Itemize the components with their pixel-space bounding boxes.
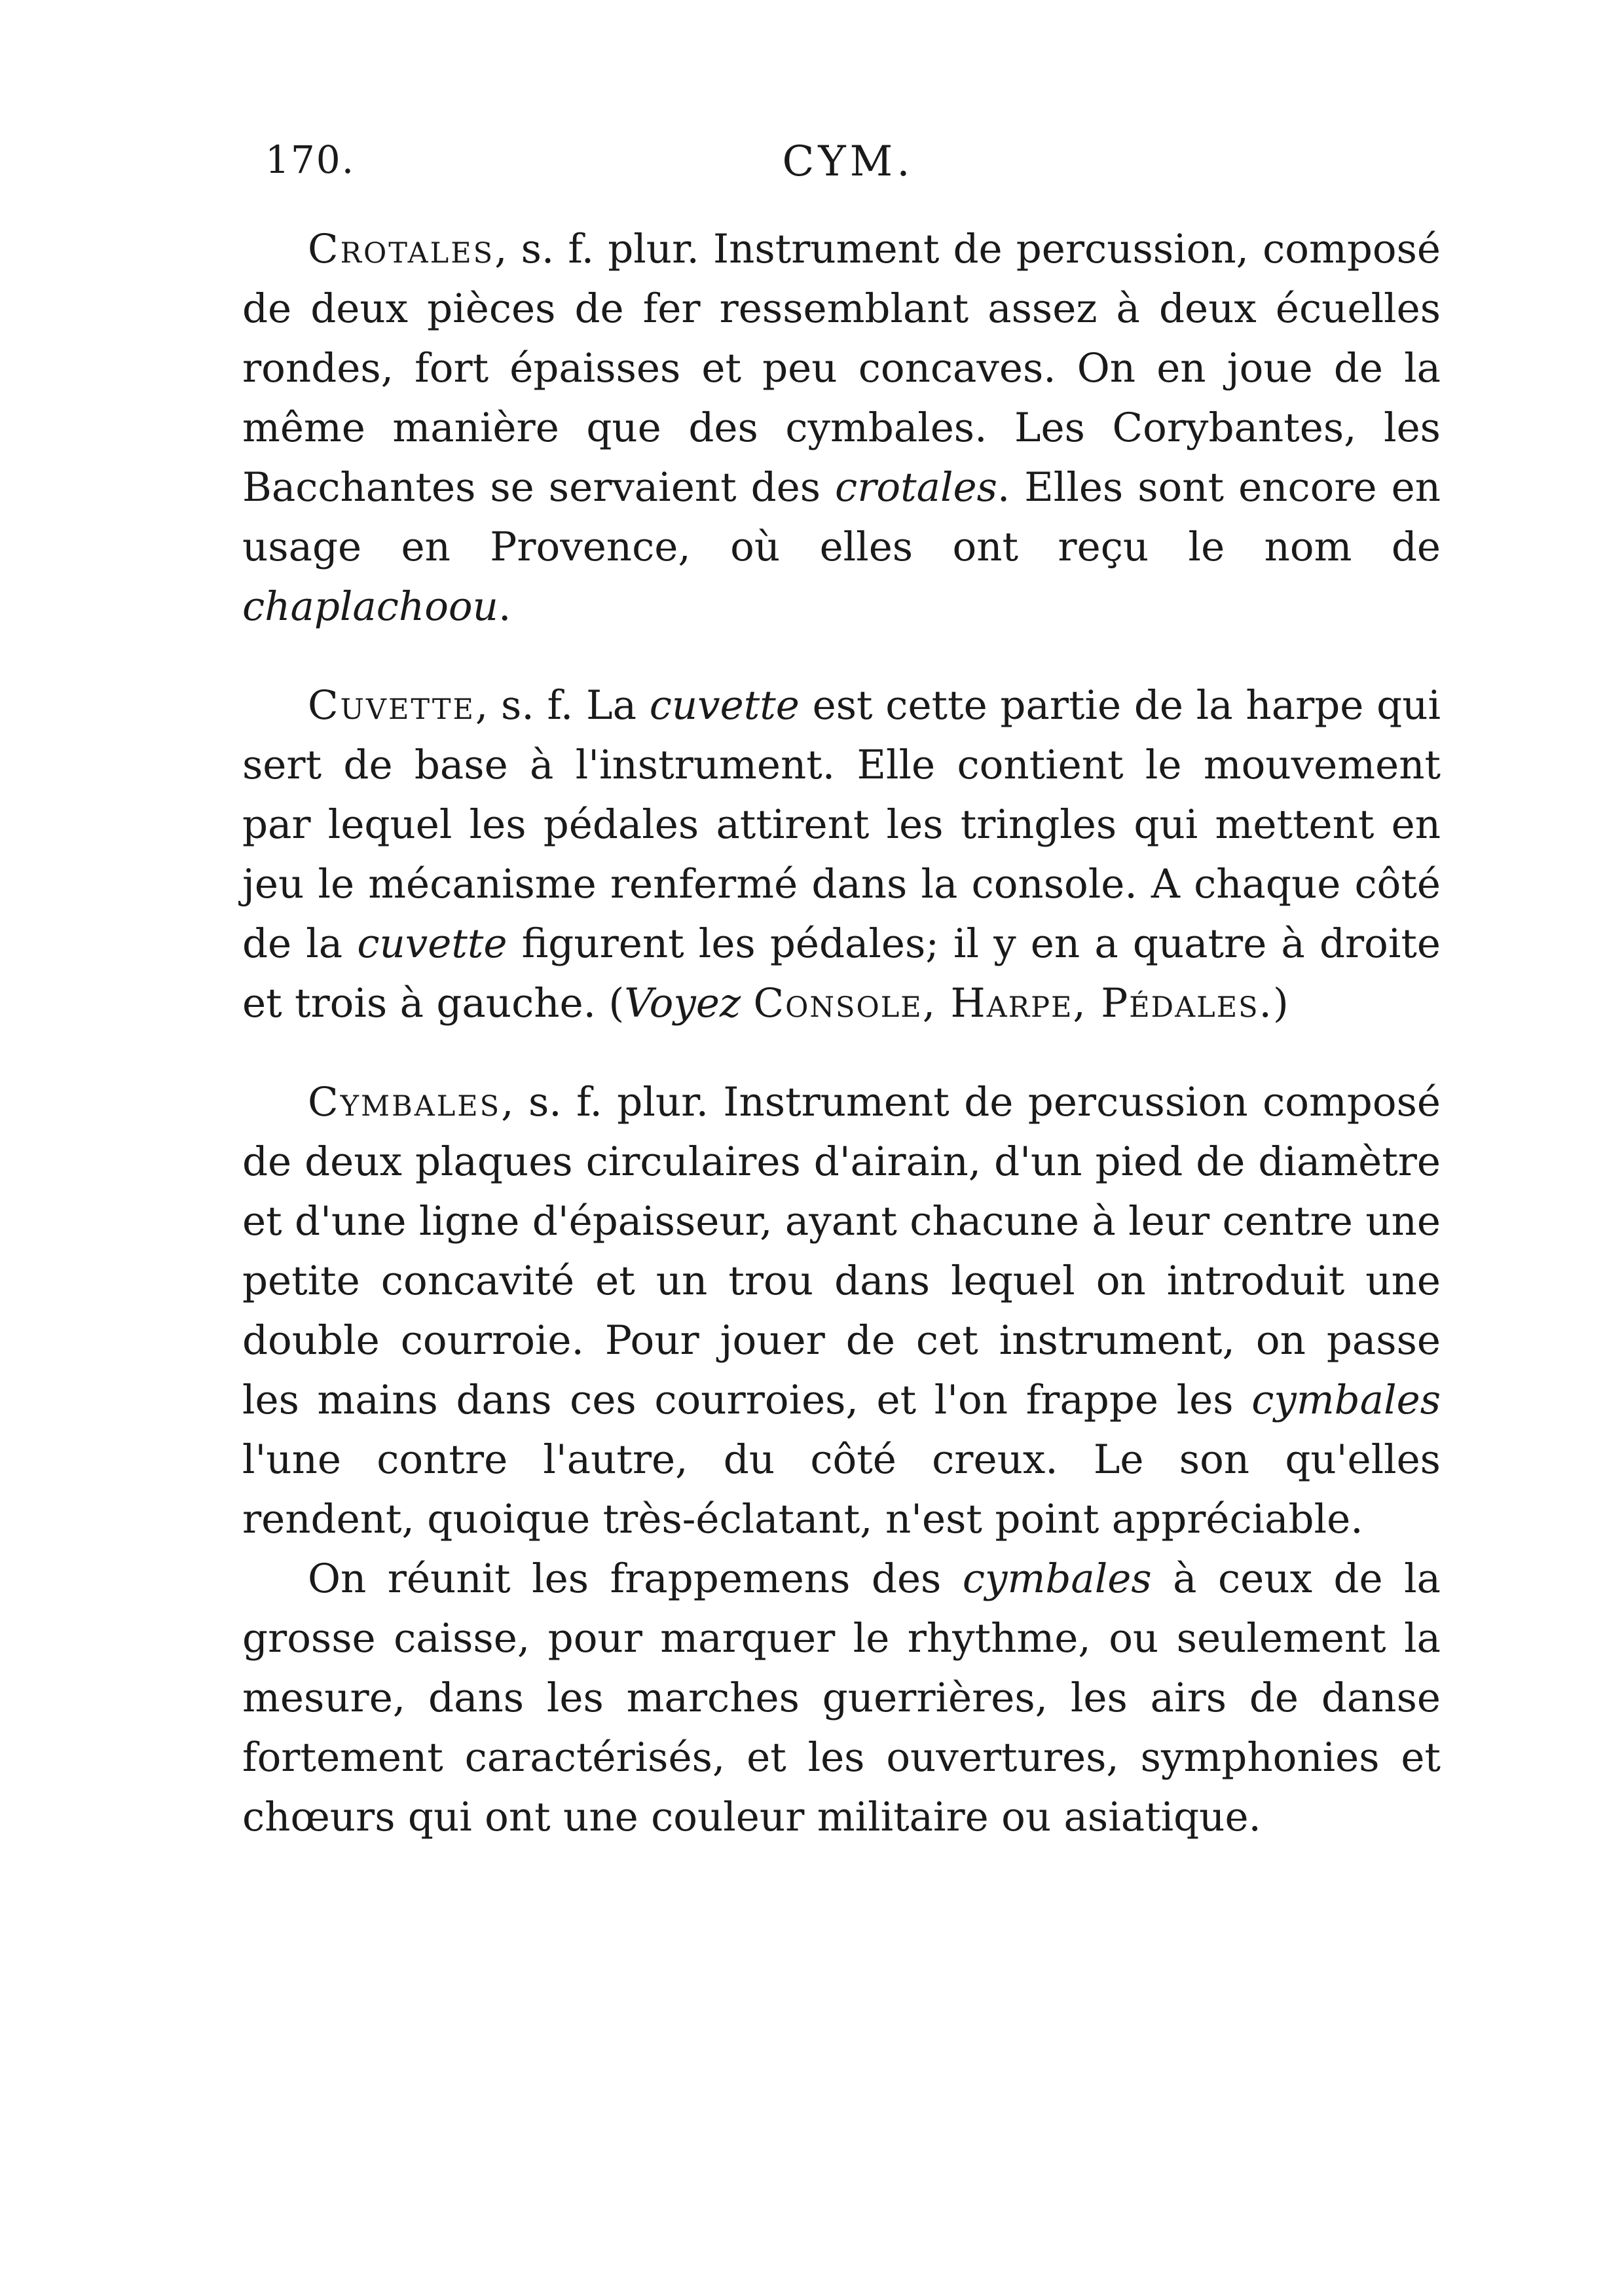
entry-crotales <box>242 219 1441 636</box>
text-run: . Elles sont encore en usage en Provence, où elles ont reçu le nom de <box>242 464 1441 570</box>
italic-term: cuvette <box>649 682 800 729</box>
entry-term: Crotales <box>308 226 495 272</box>
entry-paragraph <box>242 1072 1441 1549</box>
page-header <box>265 137 1431 190</box>
entry-paragraph <box>242 676 1441 1033</box>
italic-term: cuvette <box>357 920 507 967</box>
text-run: l'une contre l'autre, du côté creux. Le son qu'elles rendent, quoique très-éclatant, n'est point appréciable. <box>242 1436 1441 1542</box>
italic-term: cymbales <box>1251 1377 1441 1423</box>
italic-term: chaplachoou <box>242 583 498 630</box>
text-run: Instrument de percussion composé de deux plaques circulaires d'airain, d'un pied de diamètre et d'une ligne d'épaisseur, ayant chacune à leur centre une petite concavité et un trou dans lequel on introduit une double courroie. Pour jouer de cet instrument, on passe les mains dans ces courroies, et l'on frappe les <box>242 1079 1441 1423</box>
text-run: à ceux de la grosse caisse, pour marquer le rhythme, ou seulement la mesure, dans les marches guerrières, les airs de danse fortement caractérisés, et les ouvertures, symphonies et chœurs qui ont une couleur militaire ou asiatique. <box>242 1556 1441 1840</box>
italic-term: crotales <box>835 464 997 511</box>
entry-term: Cymbales <box>308 1079 502 1125</box>
italic-term: cymbales <box>962 1556 1152 1602</box>
entry-paragraph <box>242 219 1441 636</box>
text-run <box>741 980 753 1027</box>
entry-term: Cuvette <box>308 682 475 729</box>
text-run: est cette partie de la harpe qui sert de base à l'instrument. Elle contient le mouvement par lequel les pédales attirent les tringles qui mettent en jeu le mécanisme renfermé dans la console. A chaque côté de la <box>242 682 1441 967</box>
running-head: CYM. <box>782 137 914 186</box>
entry-grammar: , s. f. plur. <box>501 1079 724 1125</box>
text-run: ) <box>1272 980 1289 1027</box>
cross-reference: Console, Harpe, Pédales. <box>753 980 1273 1027</box>
page-number: 170. <box>265 137 356 182</box>
dictionary-body <box>242 219 1441 1886</box>
entry-cuvette <box>242 676 1441 1033</box>
text-run: figurent les pédales; il y en a quatre à droite et trois à gauche. ( <box>242 920 1441 1027</box>
entry-cymbales <box>242 1072 1441 1847</box>
text-run: Instrument de percussion, composé de deux pièces de fer ressemblant assez à deux écuelles rondes, fort épaisses et peu concaves. On en joue de la même manière que des cymbales. Les Corybantes, les Bacchantes se servaient des <box>242 226 1441 511</box>
text-run: . <box>498 583 511 630</box>
text-run: On réunit les frappemens des <box>308 1556 963 1602</box>
entry-grammar: , s. f. plur. <box>494 226 714 272</box>
italic-term: Voyez <box>624 980 741 1027</box>
entry-paragraph <box>242 1549 1441 1847</box>
entry-grammar: , s. f. <box>475 682 587 729</box>
text-run: La <box>586 682 650 729</box>
